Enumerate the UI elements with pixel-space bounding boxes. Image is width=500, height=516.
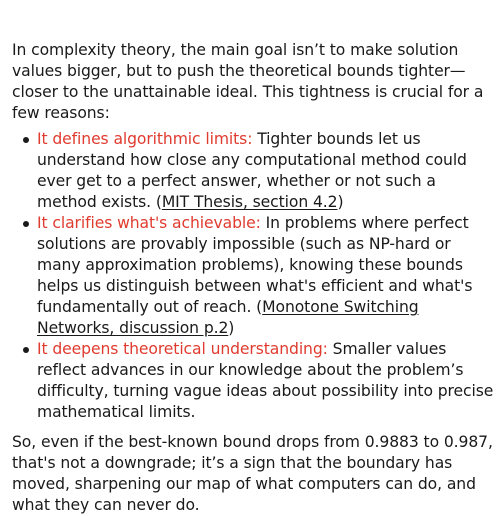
bullet-icon [23,137,29,143]
citation-link[interactable]: MIT Thesis, section 4.2 [161,193,338,211]
list-item [37,339,494,423]
closing-paragraph: So, even if the best-known bound drops from 0.9883 to 0.987, that's not a downgrade; it’s a sign that the boundary has moved, sharpening our map of what computers can do, and what they can never do. [12,433,493,514]
list-item [37,129,494,213]
reasons-list [12,129,494,423]
item-lead: It clarifies what's achievable: [37,214,261,232]
intro-paragraph: In complexity theory, the main goal isn’t to make solution values bigger, but to push the theoretical bounds tighter—closer to the unattainable ideal. This tightness is crucial for a few reasons: [12,41,484,122]
citation-link[interactable]: Monotone Switching Networks, discussion p.2 [37,298,419,337]
list-item [37,213,494,339]
item-lead: It deepens theoretical understanding: [37,340,328,358]
document-body [12,40,494,516]
item-lead: It defines algorithmic limits: [37,130,253,148]
item-body: Smaller values reflect advances in our knowledge about the problem’s difficulty, turning vague ideas about possibility into precise mathematical limits. [37,340,494,421]
item-body: Tighter bounds let us understand how close any computational method could ever get to a perfect answer, whether or not such a method exists. ( [37,130,467,211]
item-body: In problems where perfect solutions are provably impossible (such as NP-hard or many approximation problems), knowing these bounds helps us distinguish between what's efficient and what's fundamentally out of reach. ( [37,214,473,316]
item-tail: ) [228,319,235,337]
bullet-icon [23,347,29,353]
bullet-icon [23,221,29,227]
item-tail: ) [337,193,344,211]
